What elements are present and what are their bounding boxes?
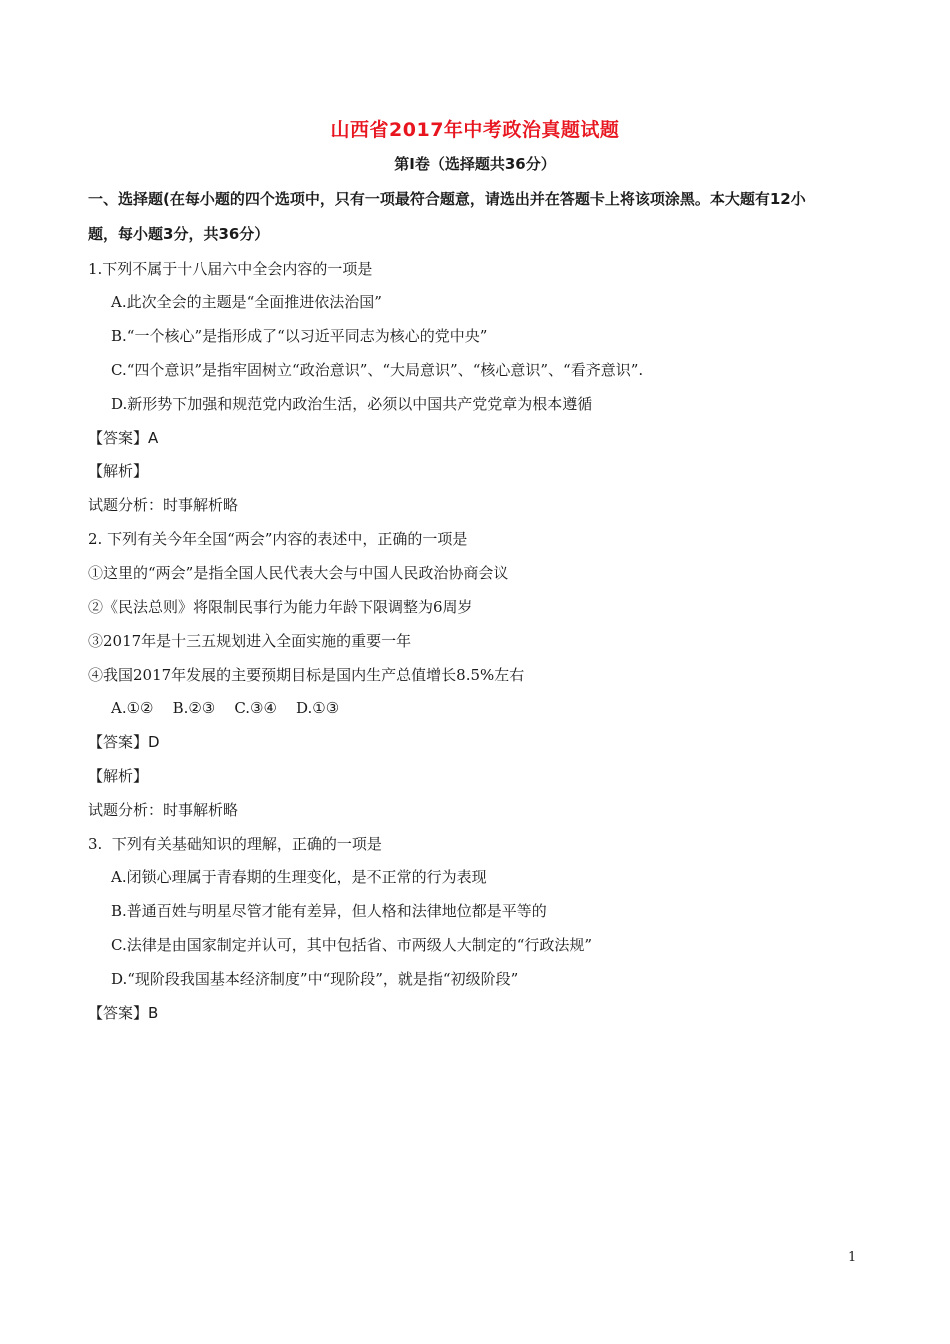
section-instructions-line-2: 题，每小题3分，共36分） xyxy=(88,225,270,243)
page-number: 1 xyxy=(848,1250,857,1265)
question-3-stem: 3. 下列有关基础知识的理解，正确的一项是 xyxy=(88,835,382,853)
section-instructions-line-1: 一、选择题(在每小题的四个选项中，只有一项最符合题意，请选出并在答题卡上将该项涂黑。本大题有12小 xyxy=(88,190,806,208)
question-1-option-b: B.“一个核心”是指形成了“以习近平同志为核心的党中央” xyxy=(111,327,488,345)
question-3-answer: 【答案】B xyxy=(88,1004,159,1022)
question-2-stem: 2. 下列有关今年全国“两会”内容的表述中，正确的一项是 xyxy=(88,530,468,548)
question-3-option-d: D.“现阶段我国基本经济制度”中“现阶段”，就是指“初级阶段” xyxy=(111,970,519,988)
question-2-options: A.①② B.②③ C.③④ D.①③ xyxy=(111,699,340,717)
question-1-analysis: 试题分析：时事解析略 xyxy=(88,496,239,514)
question-1-analysis-label: 【解析】 xyxy=(88,462,149,480)
question-3-option-b: B.普通百姓与明星尽管才能有差异，但人格和法律地位都是平等的 xyxy=(111,902,547,920)
question-2-analysis: 试题分析：时事解析略 xyxy=(88,801,239,819)
question-1-option-d: D.新形势下加强和规范党内政治生活，必须以中国共产党党章为根本遵循 xyxy=(111,395,593,413)
question-2-statement-3: ③2017年是十三五规划进入全面实施的重要一年 xyxy=(88,632,412,650)
question-2-statement-2: ②《民法总则》将限制民事行为能力年龄下限调整为6周岁 xyxy=(88,598,473,616)
question-3-option-c: C.法律是由国家制定并认可，其中包括省、市两级人大制定的“行政法规” xyxy=(111,936,593,954)
question-1-stem: 1.下列不属于十八届六中全会内容的一项是 xyxy=(88,260,373,278)
question-1-option-c: C.“四个意识”是指牢固树立“政治意识”、“大局意识”、“核心意识”、“看齐意识”. xyxy=(111,361,644,379)
question-2-statement-1: ①这里的“两会”是指全国人民代表大会与中国人民政治协商会议 xyxy=(88,564,509,582)
question-2-analysis-label: 【解析】 xyxy=(88,767,149,785)
question-3-option-a: A.闭锁心理属于青春期的生理变化，是不正常的行为表现 xyxy=(111,868,487,886)
question-1-option-a: A.此次全会的主题是“全面推进依法治国” xyxy=(111,293,382,311)
question-2-statement-4: ④我国2017年发展的主要预期目标是国内生产总值增长8.5%左右 xyxy=(88,666,525,684)
question-2-answer: 【答案】D xyxy=(88,733,160,751)
question-1-answer: 【答案】A xyxy=(88,429,159,447)
document-title: 山西省2017年中考政治真题试题 xyxy=(330,119,620,141)
part-heading: 第Ⅰ卷（选择题共36分） xyxy=(394,155,556,173)
